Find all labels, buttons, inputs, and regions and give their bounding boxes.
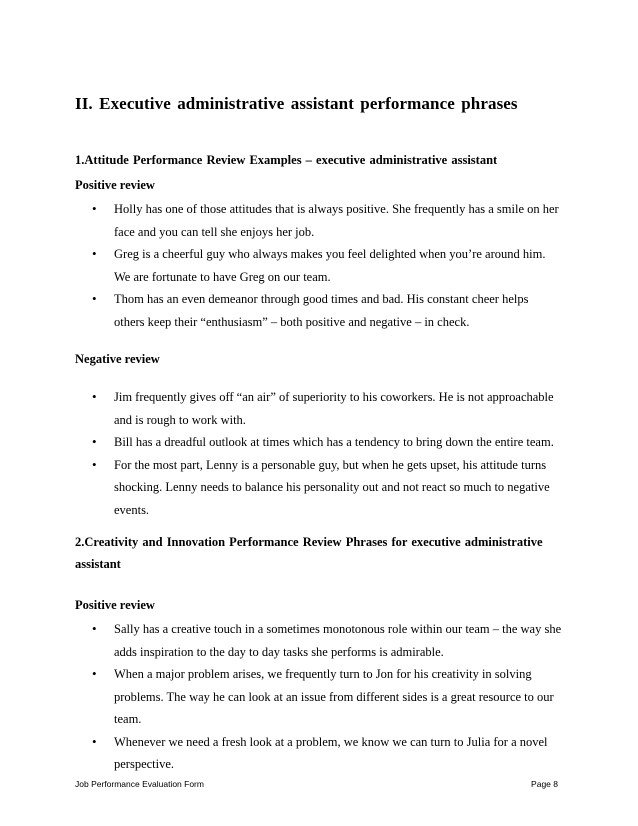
- section-heading-creativity: 2.Creativity and Innovation Performance Review Phrases for executive administrative assistant: [75, 535, 543, 571]
- list-item: • Sally has a creative touch in a sometimes monotonous role within our team – the way she adds inspiration to the day to day tasks she performs is admirable.: [92, 618, 562, 663]
- creativity-positive-list: [92, 618, 562, 776]
- list-item: • Jim frequently gives off “an air” of superiority to his coworkers. He is not approachable and is rough to work with.: [92, 386, 562, 431]
- list-item: • Bill has a dreadful outlook at times which has a tendency to bring down the entire team.: [92, 431, 562, 454]
- list-item: • Thom has an even demeanor through good times and bad. His constant cheer helps others keep their “enthusiasm” – both positive and negative – in check.: [92, 288, 562, 333]
- list-item: • Holly has one of those attitudes that is always positive. She frequently has a smile on her face and you can tell she enjoys her job.: [92, 198, 562, 243]
- negative-review-label: Negative review: [75, 352, 160, 366]
- positive-review-label: Positive review: [75, 598, 155, 612]
- section-heading-attitude: 1.Attitude Performance Review Examples – executive administrative assistant: [75, 153, 498, 167]
- attitude-negative-list: [92, 386, 562, 521]
- page-title: II. Executive administrative assistant performance phrases: [75, 94, 518, 113]
- footer-page-number: Page 8: [531, 779, 558, 789]
- footer-form-title: Job Performance Evaluation Form: [75, 779, 204, 789]
- attitude-positive-list: [92, 198, 562, 333]
- positive-review-label: Positive review: [75, 178, 155, 192]
- list-item: • Greg is a cheerful guy who always makes you feel delighted when you’re around him. We are fortunate to have Greg on our team.: [92, 243, 562, 288]
- list-item: • When a major problem arises, we frequently turn to Jon for his creativity in solving problems. The way he can look at an issue from different sides is a great resource to our team.: [92, 663, 562, 731]
- list-item: • Whenever we need a fresh look at a problem, we know we can turn to Julia for a novel perspective.: [92, 731, 562, 776]
- list-item: • For the most part, Lenny is a personable guy, but when he gets upset, his attitude turns shocking. Lenny needs to balance his personality out and not react so much to negative events.: [92, 454, 562, 522]
